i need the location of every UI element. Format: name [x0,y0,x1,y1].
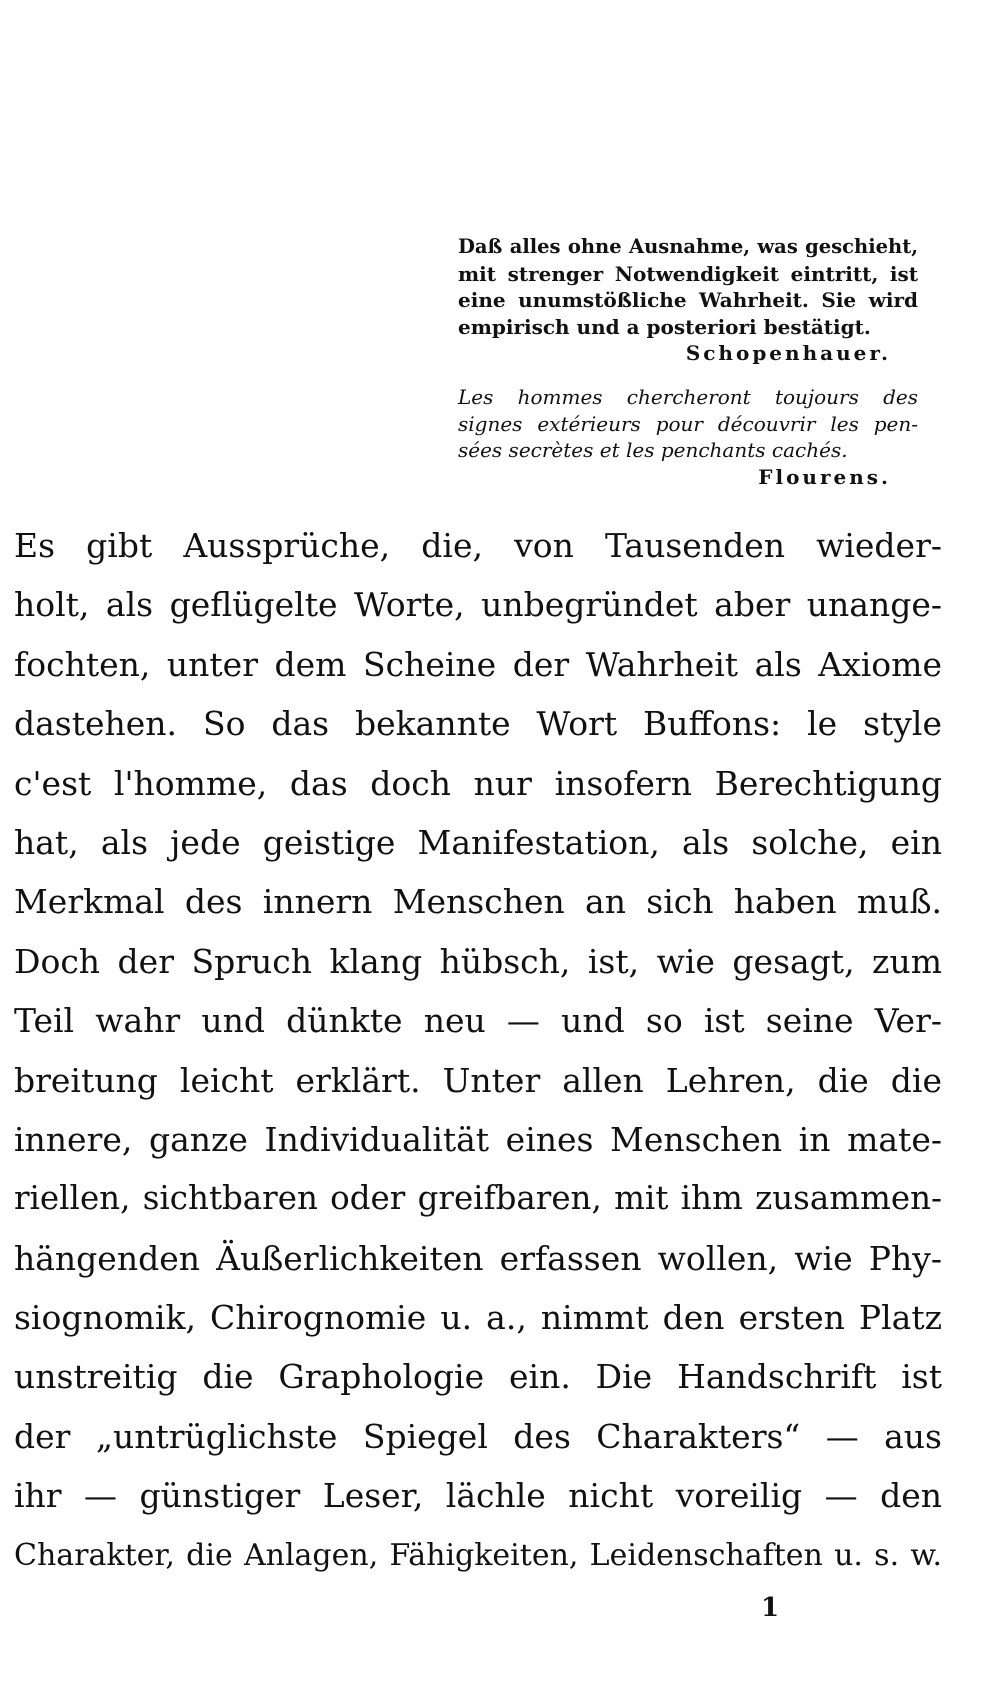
body-paragraph [14,516,942,1585]
body-line: fochten, unter dem Scheine der Wahrheit als Axiome [14,644,942,684]
epigraph-line: sées secrètes et les penchants cachés. [458,438,848,462]
body-line: unstreitig die Graphologie ein. Die Handschrift ist [14,1357,942,1397]
epigraph-author: Schopenhauer. [685,341,891,365]
epigraph-flourens [458,384,918,490]
body-line: holt, als geflügelte Worte, unbegründet aber unange- [14,585,942,625]
body-line: dastehen. So das bekannte Wort Buffons: le style [14,704,942,744]
epigraph-line: Daß alles ohne Ausnahme, was geschieht, [458,235,918,258]
body-line: siognomik, Chirognomie u. a., nimmt den ersten Platz [14,1298,942,1338]
body-line: der „untrüglichste Spiegel des Charakters“ — aus [14,1416,942,1456]
epigraph-line: eine unumstößliche Wahrheit. Sie wird [458,288,918,312]
epigraph-author: Flourens. [758,464,891,489]
body-line: innere, ganze Individualität eines Menschen in mate- [14,1119,942,1159]
body-line: Merkmal des innern Menschen an sich haben muß. [14,882,942,922]
body-line: riellen, sichtbaren oder greifbaren, mit ihm zusammen- [14,1179,942,1218]
epigraph-line: mit strenger Notwendigkeit eintritt, ist [458,261,918,286]
body-line: hat, als jede geistige Manifestation, als solche, ein [14,822,942,862]
body-line: c'est l'homme, das doch nur insofern Berechtigung [14,763,942,803]
page-number: 1 [760,1593,780,1623]
body-line: Charakter, die Anlagen, Fähigkeiten, Leidenschaften u. s. w. [14,1537,942,1573]
body-line: Es gibt Aussprüche, die, von Tausenden wieder- [14,526,942,565]
body-line: Teil wahr und dünkte neu — und so ist seine Ver- [14,1001,942,1041]
epigraph-schopenhauer [458,234,918,367]
epigraph-line: empirisch und a posteriori bestätigt. [458,314,871,339]
body-line: ihr — günstiger Leser, lächle nicht voreilig — den [14,1476,942,1516]
epigraph-line: Les hommes chercheront toujours des [458,385,918,409]
body-line: breitung leicht erklärt. Unter allen Lehren, die die [14,1060,942,1100]
body-line: hängenden Äußerlichkeiten erfassen wollen, wie Phy- [14,1238,942,1278]
epigraph-line: signes extérieurs pour découvrir les pen- [458,411,918,436]
body-line: Doch der Spruch klang hübsch, ist, wie gesagt, zum [14,941,942,981]
